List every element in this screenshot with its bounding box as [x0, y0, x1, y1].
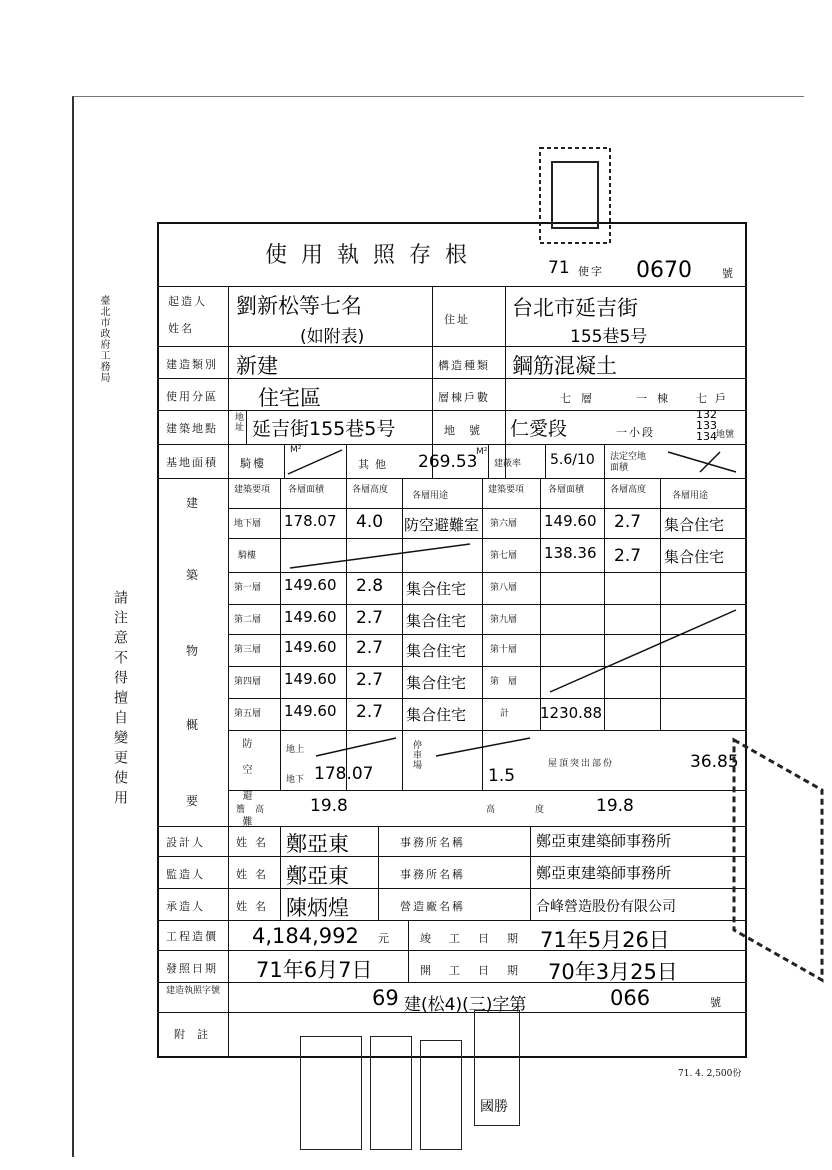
start-value: 70年3月25日 — [548, 960, 678, 984]
page-title: 使用執照存根 — [265, 243, 482, 268]
permit-suffix: 號 — [710, 996, 723, 1009]
eave-value: 19.8 — [310, 796, 348, 816]
left-note-2: 請注意不得擅自變更使用 — [112, 590, 128, 810]
row-area-2f: 149.60 — [284, 608, 337, 626]
supervisor-office-value: 鄭亞東建築師事務所 — [536, 864, 672, 882]
row-area-b1: 178.07 — [284, 512, 337, 530]
section-char-3: 物 — [186, 644, 201, 658]
lot-label: 地號 — [444, 424, 494, 437]
contractor-firm-label: 營造廠名稱 — [400, 900, 465, 913]
header-area-left: 各層面積 — [288, 485, 325, 495]
row-height-b1: 4.0 — [356, 512, 384, 532]
header-height-left: 各層高度 — [352, 485, 389, 495]
eave-label: 簷高 — [236, 805, 275, 815]
stamp-box-2 — [370, 1036, 412, 1150]
row-use-7f: 集合住宅 — [664, 548, 725, 566]
roof-value: 36.85 — [690, 752, 739, 772]
lot-suffix: 地號 — [716, 430, 735, 440]
section-char-2: 築 — [186, 568, 201, 582]
coverage-label: 建蔽率 — [494, 459, 522, 469]
row-height-2f: 2.7 — [356, 608, 384, 628]
above-label: 地上 — [286, 745, 305, 755]
row-item-2f: 第二層 — [234, 615, 262, 625]
units-value: 七戶 — [696, 392, 734, 405]
stamp-text: 國勝 — [480, 1099, 508, 1115]
owner-note: (如附表) — [300, 327, 365, 347]
roof-label: 屋頂突出部份 — [548, 759, 615, 769]
row-area-4f: 149.60 — [284, 670, 337, 688]
row-area-1f: 149.60 — [284, 576, 337, 594]
top-seal-icon — [530, 140, 620, 250]
area-label: 基地面積 — [166, 456, 218, 469]
row-item-4f: 第四層 — [234, 677, 262, 687]
zone-value: 住宅區 — [258, 386, 321, 410]
supervisor-office-label: 事務所名稱 — [400, 868, 465, 881]
notes-label: 附註 — [174, 1028, 220, 1041]
row-use-b1: 防空避難室 — [404, 516, 480, 534]
left-note-1: 臺北市政府工務局 — [98, 295, 109, 383]
row-item-arcade: 騎樓 — [238, 551, 257, 561]
permit-number: 0670 — [636, 258, 692, 283]
row-item-total: 計 — [500, 709, 510, 719]
arcade-label: 騎樓 — [240, 457, 266, 470]
issue-label: 發照日期 — [166, 962, 218, 975]
row-item-10f: 第十層 — [490, 645, 518, 655]
row-area-total: 1230.88 — [540, 704, 603, 722]
lot-1: 132 — [696, 408, 717, 421]
supervisor-value: 鄭亞東 — [286, 864, 349, 888]
permit-year: 71 — [548, 258, 570, 278]
row-item-9f: 第九層 — [490, 615, 518, 625]
category-label: 建造類別 — [166, 358, 218, 371]
site-sub-label: 地址 — [233, 412, 243, 432]
row-area-5f: 149.60 — [284, 702, 337, 720]
row-use-6f: 集合住宅 — [664, 516, 725, 534]
shelter-label: 防空避難 — [240, 738, 251, 842]
row-use-1f: 集合住宅 — [406, 580, 467, 598]
row-item-nf: 第 層 — [490, 677, 518, 687]
designer-value: 鄭亞東 — [286, 832, 349, 856]
stamp-box-3 — [420, 1040, 462, 1150]
parking-value: 1.5 — [488, 766, 516, 786]
open-space-label: 法定空地面積 — [610, 452, 647, 473]
height-value: 19.8 — [596, 796, 634, 816]
supervisor-label: 監造人 — [166, 868, 205, 881]
row-height-6f: 2.7 — [614, 512, 642, 532]
row-item-7f: 第七層 — [490, 551, 518, 561]
row-use-5f: 集合住宅 — [406, 706, 467, 724]
use-prefix: 使字 — [578, 265, 604, 278]
row-area-3f: 149.60 — [284, 638, 337, 656]
row-item-1f: 第一層 — [234, 583, 262, 593]
row-height-1f: 2.8 — [356, 576, 384, 596]
completion-label: 竣工日期 — [420, 932, 536, 945]
floors-label: 層棟戶數 — [438, 391, 490, 404]
subsection-value: 一小段 — [616, 426, 655, 439]
section-char-1: 建 — [186, 496, 201, 510]
permit-number-value: 066 — [610, 986, 651, 1010]
other-label: 其他 — [358, 458, 392, 471]
height-label: 高度 — [486, 805, 585, 815]
header-item-left: 建築要項 — [234, 485, 271, 495]
site-label: 建築地點 — [166, 422, 218, 435]
right-seal-icon — [728, 730, 828, 990]
owner-name: 劉新松等七名 — [236, 294, 362, 318]
below-value: 178.07 — [314, 764, 374, 784]
issue-value: 71年6月7日 — [256, 958, 373, 982]
permit-mid: 建(松4)(三)字第 — [404, 995, 527, 1015]
other-value: 269.53 — [418, 452, 478, 472]
section-char-4: 概 — [186, 718, 201, 732]
row-use-2f: 集合住宅 — [406, 612, 467, 630]
address-label: 住址 — [444, 313, 470, 326]
buildings-value: 一棟 — [636, 392, 678, 405]
completion-value: 71年5月26日 — [540, 928, 670, 952]
header-use-right: 各層用途 — [672, 491, 709, 501]
header-use-left: 各層用途 — [412, 491, 449, 501]
below-label: 地下 — [286, 775, 305, 785]
structure-label: 構造種類 — [438, 359, 490, 372]
start-label: 開工日期 — [420, 964, 536, 977]
address-line1: 台北市延吉街 — [512, 296, 638, 320]
section-value: 仁愛段 — [510, 418, 568, 440]
row-use-4f: 集合住宅 — [406, 674, 467, 692]
contractor-name-label: 姓名 — [236, 900, 274, 913]
designer-office-value: 鄭亞東建築師事務所 — [536, 832, 672, 850]
parking-label: 停車場 — [411, 740, 421, 770]
header-height-right: 各層高度 — [610, 485, 647, 495]
other-unit: M² — [476, 447, 488, 457]
row-area-7f: 138.36 — [544, 544, 597, 562]
cost-unit: 元 — [378, 932, 391, 945]
row-item-b1: 地下層 — [234, 519, 262, 529]
stamp-box-1 — [300, 1036, 362, 1150]
lot-3: 134 — [696, 430, 717, 443]
row-item-8f: 第八層 — [490, 583, 518, 593]
owner-label: 起造人 — [168, 295, 207, 308]
number-suffix: 號 — [722, 267, 735, 280]
row-item-3f: 第三層 — [234, 645, 262, 655]
row-height-3f: 2.7 — [356, 638, 384, 658]
zone-label: 使用分區 — [166, 390, 218, 403]
row-use-3f: 集合住宅 — [406, 642, 467, 660]
floors-value: 七層 — [560, 392, 602, 405]
row-item-5f: 第五層 — [234, 709, 262, 719]
row-area-6f: 149.60 — [544, 512, 597, 530]
row-height-5f: 2.7 — [356, 702, 384, 722]
supervisor-name-label: 姓名 — [236, 868, 274, 881]
owner-name-label: 姓名 — [168, 322, 194, 335]
area-unit: M² — [290, 445, 302, 455]
designer-name-label: 姓名 — [236, 836, 274, 849]
header-area-right: 各層面積 — [548, 485, 585, 495]
designer-office-label: 事務所名稱 — [400, 836, 465, 849]
coverage-value: 5.6/10 — [550, 452, 595, 468]
row-height-7f: 2.7 — [614, 546, 642, 566]
lot-2: 133 — [696, 419, 717, 432]
row-item-6f: 第六層 — [490, 519, 518, 529]
section-char-5: 要 — [186, 794, 201, 808]
print-info: 71. 4. 2,500份 — [678, 1069, 742, 1079]
site-value: 延吉街155巷5号 — [252, 418, 396, 440]
permit-year-value: 69 — [372, 986, 399, 1010]
category-value: 新建 — [236, 354, 278, 378]
address-line2: 155巷5号 — [570, 327, 648, 347]
contractor-firm-value: 合峰營造股份有限公司 — [536, 899, 676, 915]
permit-label: 建造執照字號 — [166, 986, 221, 996]
header-item-right: 建築要項 — [488, 485, 525, 495]
cost-label: 工程造價 — [166, 930, 218, 943]
row-height-4f: 2.7 — [356, 670, 384, 690]
contractor-label: 承造人 — [166, 900, 205, 913]
cost-value: 4,184,992 — [252, 924, 359, 948]
designer-label: 設計人 — [166, 836, 205, 849]
structure-value: 鋼筋混凝土 — [512, 354, 617, 378]
contractor-value: 陳炳煌 — [286, 896, 349, 920]
